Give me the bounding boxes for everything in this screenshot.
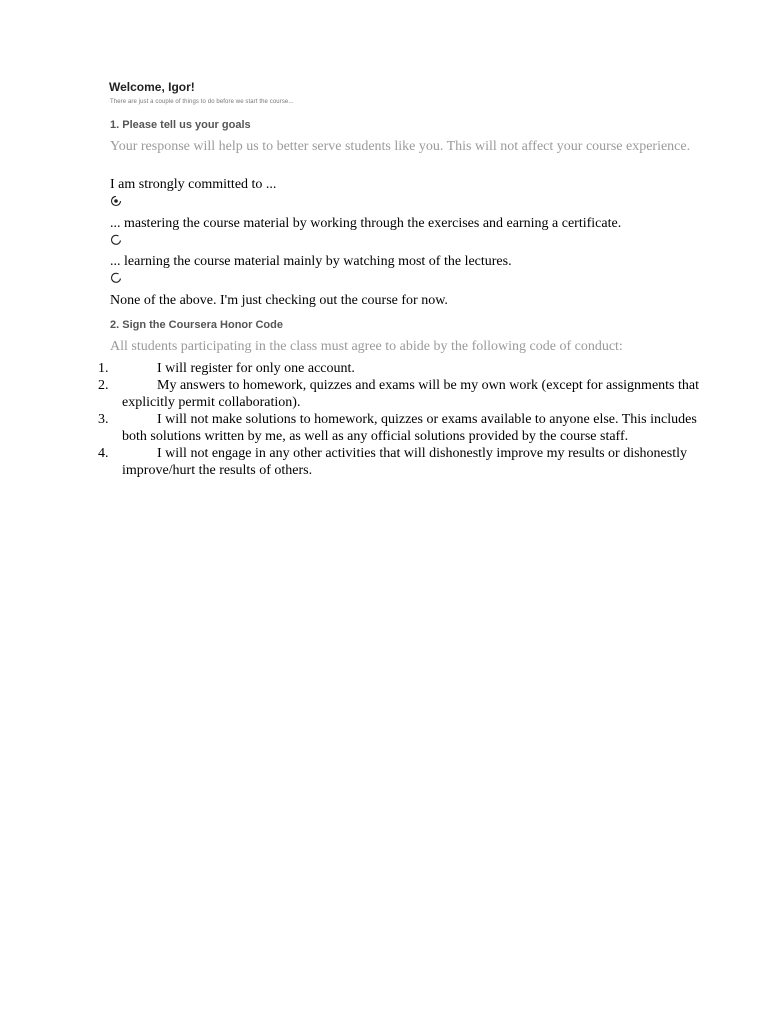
honor-code-item-number: 3. — [98, 412, 109, 427]
honor-code-description: All students participating in the class must agree to abide by the following code of conduct: — [110, 339, 623, 354]
honor-code-item-number: 4. — [98, 446, 109, 461]
welcome-heading: Welcome, Igor! — [109, 80, 195, 94]
honor-code-item — [0, 377, 768, 411]
goal-option-3-radio[interactable] — [110, 272, 122, 284]
goals-heading: 1. Please tell us your goals — [110, 119, 251, 131]
goals-prompt: I am strongly committed to ... — [110, 177, 277, 192]
goal-option-2-radio[interactable] — [110, 234, 122, 246]
honor-code-item — [0, 411, 768, 445]
radio-selected-icon — [110, 195, 122, 207]
honor-code-item-text: My answers to homework, quizzes and exams will be my own work (except for assignments that explicitly permit collaboration). — [122, 378, 699, 410]
honor-code-heading: 2. Sign the Coursera Honor Code — [110, 319, 283, 331]
honor-code-item-number: 1. — [98, 361, 109, 376]
honor-code-list — [0, 360, 768, 479]
honor-code-item-number: 2. — [98, 378, 109, 393]
radio-unselected-icon — [110, 272, 122, 284]
honor-code-item-text: I will not engage in any other activities that will dishonestly improve my results or dishonestly improve/hurt the results of others. — [122, 446, 687, 478]
honor-code-item-text: I will not make solutions to homework, quizzes or exams available to anyone else. This includes both solutions written by me, as well as any official solutions provided by the course staff. — [122, 412, 697, 444]
honor-code-item — [0, 445, 768, 479]
honor-code-item — [0, 360, 768, 377]
goals-description: Your response will help us to better serve students like you. This will not affect your course experience. — [110, 139, 691, 154]
intro-text: There are just a couple of things to do before we start the course... — [110, 99, 294, 105]
goal-option-1-label[interactable]: ... mastering the course material by working through the exercises and earning a certificate. — [110, 216, 622, 231]
goal-option-3-label[interactable]: None of the above. I'm just checking out the course for now. — [110, 293, 448, 308]
goal-option-1-radio[interactable] — [110, 195, 122, 207]
radio-unselected-icon — [110, 234, 122, 246]
goal-option-2-label[interactable]: ... learning the course material mainly by watching most of the lectures. — [110, 254, 512, 269]
honor-code-item-text: I will register for only one account. — [157, 361, 355, 376]
